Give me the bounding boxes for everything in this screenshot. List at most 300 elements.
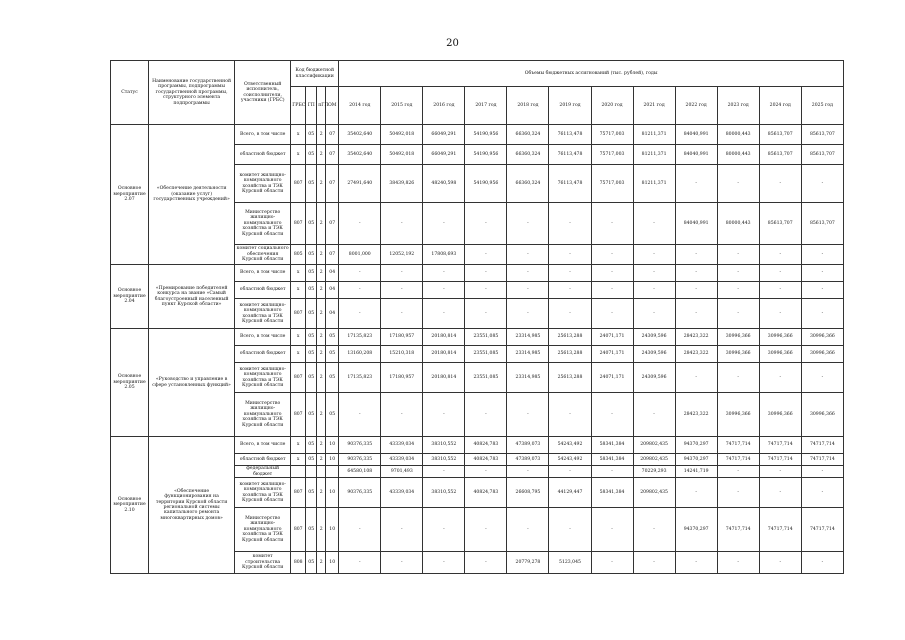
om-cell: 10 — [326, 454, 339, 466]
value-cell: - — [675, 552, 717, 574]
value-cell: - — [675, 282, 717, 299]
value-cell: - — [633, 203, 675, 245]
value-cell: - — [549, 299, 591, 329]
value-cell: 58341,384 — [591, 478, 633, 508]
table-row — [111, 437, 844, 454]
value-cell: - — [633, 508, 675, 552]
value-cell: - — [423, 203, 465, 245]
grbs-cell: 807 — [291, 203, 306, 245]
value-cell: 5123,045 — [549, 552, 591, 574]
value-cell: 8001,000 — [339, 245, 381, 265]
value-cell: 30996,366 — [759, 346, 801, 363]
value-cell: 85613,707 — [759, 125, 801, 145]
pgp-cell: 2 — [317, 329, 326, 346]
value-cell: 85613,707 — [759, 145, 801, 165]
value-cell: - — [717, 363, 759, 393]
value-cell: 76113,478 — [549, 125, 591, 145]
executor-cell: Министерство жилищно-коммунального хозяйства и ТЭК Курской области — [235, 508, 291, 552]
value-cell: 13160,208 — [339, 346, 381, 363]
value-cell: - — [423, 466, 465, 478]
value-cell: - — [381, 508, 423, 552]
value-cell: 47389,073 — [507, 437, 549, 454]
value-cell: 17180,957 — [381, 363, 423, 393]
value-cell: 66360,324 — [507, 125, 549, 145]
grbs-cell: 807 — [291, 393, 306, 437]
value-cell: 90376,335 — [339, 437, 381, 454]
pgp-cell: 2 — [317, 508, 326, 552]
value-cell: 28423,322 — [675, 329, 717, 346]
om-cell: 07 — [326, 145, 339, 165]
value-cell: - — [759, 552, 801, 574]
value-cell: 23314,985 — [507, 363, 549, 393]
om-cell: 05 — [326, 329, 339, 346]
gp-cell: 05 — [306, 165, 317, 203]
value-cell: 20180,814 — [423, 329, 465, 346]
value-cell: - — [591, 466, 633, 478]
value-cell: - — [423, 265, 465, 282]
value-cell: 74717,714 — [801, 454, 843, 466]
value-cell: - — [507, 265, 549, 282]
value-cell: 25613,288 — [549, 363, 591, 393]
value-cell: 25613,288 — [549, 329, 591, 346]
grbs-cell: 808 — [291, 552, 306, 574]
value-cell: 54243,492 — [549, 437, 591, 454]
value-cell: 25613,288 — [549, 346, 591, 363]
pgp-cell: 2 — [317, 478, 326, 508]
pgp-cell: 2 — [317, 145, 326, 165]
value-cell: - — [381, 552, 423, 574]
value-cell: 23551,085 — [465, 346, 507, 363]
value-cell: 47389,073 — [507, 454, 549, 466]
executor-cell: Всего, в том числе — [235, 265, 291, 282]
executor-cell: областной бюджет — [235, 346, 291, 363]
value-cell: 43339,034 — [381, 454, 423, 466]
value-cell: - — [423, 508, 465, 552]
value-cell: 81211,371 — [633, 165, 675, 203]
pgp-cell: 2 — [317, 165, 326, 203]
value-cell: 94370,297 — [675, 454, 717, 466]
value-cell: 17808,693 — [423, 245, 465, 265]
value-cell: - — [717, 478, 759, 508]
gp-cell: 05 — [306, 346, 317, 363]
value-cell: 23314,985 — [507, 346, 549, 363]
grbs-cell — [291, 466, 306, 478]
executor-cell: комитет жилищно-коммунального хозяйства и ТЭК Курской области — [235, 299, 291, 329]
value-cell: 24309,596 — [633, 329, 675, 346]
value-cell: 74717,714 — [717, 437, 759, 454]
gp-cell: 05 — [306, 125, 317, 145]
value-cell: 20180,814 — [423, 363, 465, 393]
value-cell: - — [507, 393, 549, 437]
value-cell: - — [633, 265, 675, 282]
value-cell: 54190,956 — [465, 145, 507, 165]
value-cell: 30996,366 — [717, 393, 759, 437]
value-cell: - — [591, 245, 633, 265]
value-cell: 74717,714 — [717, 454, 759, 466]
value-cell: - — [801, 299, 843, 329]
value-cell: 35402,640 — [339, 125, 381, 145]
value-cell: - — [801, 552, 843, 574]
om-cell: 07 — [326, 245, 339, 265]
om-cell: 07 — [326, 125, 339, 145]
value-cell: - — [633, 299, 675, 329]
value-cell: - — [549, 245, 591, 265]
value-cell: - — [759, 466, 801, 478]
pgp-cell: 2 — [317, 552, 326, 574]
value-cell: 58341,384 — [591, 454, 633, 466]
pgp-cell: 2 — [317, 454, 326, 466]
om-cell: 10 — [326, 478, 339, 508]
value-cell: - — [591, 508, 633, 552]
om-cell: 07 — [326, 165, 339, 203]
value-cell: 54190,956 — [465, 165, 507, 203]
value-cell: - — [423, 299, 465, 329]
year-header: 2021 год — [633, 87, 675, 125]
value-cell: 70229,293 — [633, 466, 675, 478]
value-cell: 20180,814 — [423, 346, 465, 363]
gp-cell: 05 — [306, 393, 317, 437]
value-cell: 30996,366 — [759, 329, 801, 346]
col-status-header: Статус — [111, 61, 149, 125]
value-cell: - — [591, 299, 633, 329]
pgp-cell — [317, 466, 326, 478]
value-cell: 76113,478 — [549, 145, 591, 165]
value-cell: - — [549, 393, 591, 437]
table-row — [111, 329, 844, 346]
executor-cell: федеральный бюджет — [235, 466, 291, 478]
year-header: 2016 год — [423, 87, 465, 125]
budget-table — [110, 60, 844, 574]
value-cell: 17180,957 — [381, 329, 423, 346]
value-cell: 12052,192 — [381, 245, 423, 265]
value-cell: - — [675, 478, 717, 508]
grbs-cell: 807 — [291, 363, 306, 393]
value-cell: 74717,714 — [801, 508, 843, 552]
value-cell: - — [465, 393, 507, 437]
value-cell: - — [801, 466, 843, 478]
grbs-cell: х — [291, 329, 306, 346]
value-cell: - — [759, 245, 801, 265]
grbs-cell: 807 — [291, 165, 306, 203]
value-cell: 23551,085 — [465, 363, 507, 393]
value-cell: 90376,335 — [339, 454, 381, 466]
grbs-cell: 807 — [291, 508, 306, 552]
value-cell: - — [465, 299, 507, 329]
gp-cell: 05 — [306, 437, 317, 454]
col-om-header: ОМ — [326, 87, 339, 125]
grbs-cell: 805 — [291, 245, 306, 265]
value-cell: 58341,384 — [591, 437, 633, 454]
value-cell: - — [675, 245, 717, 265]
value-cell: - — [717, 552, 759, 574]
executor-cell: комитет строительства Курской области — [235, 552, 291, 574]
om-cell: 05 — [326, 393, 339, 437]
value-cell: - — [801, 282, 843, 299]
executor-cell: областной бюджет — [235, 145, 291, 165]
value-cell: 30996,366 — [717, 329, 759, 346]
year-header: 2019 год — [549, 87, 591, 125]
value-cell: 209802,435 — [633, 478, 675, 508]
value-cell: 209802,435 — [633, 437, 675, 454]
bcc-group-header: Код бюджетной классификации — [291, 61, 339, 87]
om-cell: 10 — [326, 437, 339, 454]
gp-cell: 05 — [306, 245, 317, 265]
executor-cell: комитет социального обеспечения Курской области — [235, 245, 291, 265]
value-cell: - — [339, 265, 381, 282]
value-cell: - — [381, 299, 423, 329]
gp-cell: 05 — [306, 552, 317, 574]
gp-cell: 05 — [306, 282, 317, 299]
value-cell: - — [591, 282, 633, 299]
om-cell: 10 — [326, 508, 339, 552]
pgp-cell: 2 — [317, 363, 326, 393]
value-cell: - — [507, 245, 549, 265]
value-cell: 17135,823 — [339, 363, 381, 393]
om-cell: 04 — [326, 265, 339, 282]
status-cell: Основное мероприятие 2.05 — [111, 329, 149, 437]
gp-cell: 05 — [306, 265, 317, 282]
value-cell: 38439,826 — [381, 165, 423, 203]
value-cell: 9701,493 — [381, 466, 423, 478]
executor-cell: комитет жилищно-коммунального хозяйства и ТЭК Курской области — [235, 478, 291, 508]
value-cell: 66049,291 — [423, 145, 465, 165]
program-name-cell: «Обеспечение деятельности (оказание услуг) государственных учреждений» — [149, 125, 235, 265]
value-cell: 38310,552 — [423, 478, 465, 508]
value-cell: - — [675, 363, 717, 393]
value-cell: - — [717, 165, 759, 203]
year-header: 2024 год — [759, 87, 801, 125]
value-cell: 81211,371 — [633, 125, 675, 145]
pgp-cell: 2 — [317, 125, 326, 145]
grbs-cell: 807 — [291, 299, 306, 329]
om-cell: 07 — [326, 203, 339, 245]
value-cell: 85613,707 — [801, 145, 843, 165]
value-cell: 30996,366 — [717, 346, 759, 363]
value-cell: 24309,596 — [633, 346, 675, 363]
executor-cell: Всего, в том числе — [235, 437, 291, 454]
value-cell: 20779,278 — [507, 552, 549, 574]
value-cell: - — [465, 508, 507, 552]
value-cell: - — [717, 245, 759, 265]
value-cell: 43339,034 — [381, 437, 423, 454]
year-header: 2025 год — [801, 87, 843, 125]
value-cell: - — [423, 552, 465, 574]
value-cell: 17135,823 — [339, 329, 381, 346]
value-cell: 24071,171 — [591, 329, 633, 346]
value-cell: 38310,552 — [423, 437, 465, 454]
executor-cell: комитет жилищно-коммунального хозяйства и ТЭК Курской области — [235, 363, 291, 393]
value-cell: 43339,034 — [381, 478, 423, 508]
om-cell: 04 — [326, 299, 339, 329]
value-cell: - — [549, 508, 591, 552]
value-cell: 23314,985 — [507, 329, 549, 346]
value-cell: 85613,707 — [759, 203, 801, 245]
value-cell: 23551,085 — [465, 329, 507, 346]
status-cell: Основное мероприятие 2.10 — [111, 437, 149, 574]
value-cell: - — [591, 265, 633, 282]
value-cell: - — [423, 282, 465, 299]
value-cell: - — [717, 299, 759, 329]
executor-cell: областной бюджет — [235, 282, 291, 299]
value-cell: 84040,991 — [675, 203, 717, 245]
gp-cell — [306, 466, 317, 478]
grbs-cell: х — [291, 346, 306, 363]
value-cell: 75717,003 — [591, 145, 633, 165]
value-cell: - — [801, 265, 843, 282]
value-cell: 74717,714 — [759, 508, 801, 552]
value-cell: 75717,003 — [591, 125, 633, 145]
value-cell: 66360,324 — [507, 145, 549, 165]
value-cell: 85613,707 — [801, 203, 843, 245]
value-cell: - — [339, 299, 381, 329]
value-cell: - — [339, 508, 381, 552]
gp-cell: 05 — [306, 145, 317, 165]
value-cell: - — [549, 265, 591, 282]
value-cell: - — [339, 552, 381, 574]
value-cell: 80000,443 — [717, 145, 759, 165]
value-cell: - — [801, 478, 843, 508]
value-cell: 40824,783 — [465, 454, 507, 466]
gp-cell: 05 — [306, 508, 317, 552]
value-cell: - — [759, 282, 801, 299]
om-cell: 04 — [326, 282, 339, 299]
value-cell: - — [465, 265, 507, 282]
value-cell: 27491,640 — [339, 165, 381, 203]
value-cell: 54243,492 — [549, 454, 591, 466]
value-cell: - — [465, 282, 507, 299]
col-grbs-header: ГРБС — [291, 87, 306, 125]
value-cell: 24309,596 — [633, 363, 675, 393]
executor-cell: Всего, в том числе — [235, 125, 291, 145]
grbs-cell: х — [291, 437, 306, 454]
value-cell: 94370,297 — [675, 437, 717, 454]
value-cell: 76113,478 — [549, 165, 591, 203]
value-cell: - — [591, 393, 633, 437]
year-header: 2022 год — [675, 87, 717, 125]
value-cell: - — [759, 299, 801, 329]
program-name-cell: «Руководство и управление в сфере установленных функций» — [149, 329, 235, 437]
value-cell: 48240,598 — [423, 165, 465, 203]
value-cell: - — [549, 282, 591, 299]
grbs-cell: х — [291, 125, 306, 145]
value-cell: 35402,640 — [339, 145, 381, 165]
grbs-cell: х — [291, 454, 306, 466]
volume-group-header: Объемы бюджетных ассигнований (тыс. рублей), годы — [339, 61, 844, 87]
value-cell: - — [759, 265, 801, 282]
value-cell: 81211,371 — [633, 145, 675, 165]
executor-cell: комитет жилищно-коммунального хозяйства и ТЭК Курской области — [235, 165, 291, 203]
value-cell: 66360,324 — [507, 165, 549, 203]
value-cell: - — [759, 363, 801, 393]
value-cell: 85613,707 — [801, 125, 843, 145]
grbs-cell: х — [291, 145, 306, 165]
value-cell: 30996,366 — [801, 393, 843, 437]
status-cell: Основное мероприятие 2.07 — [111, 125, 149, 265]
value-cell: 15210,318 — [381, 346, 423, 363]
pgp-cell: 2 — [317, 203, 326, 245]
value-cell: 90376,335 — [339, 478, 381, 508]
om-cell: 05 — [326, 363, 339, 393]
value-cell: - — [381, 393, 423, 437]
status-cell: Основное мероприятие 2.04 — [111, 265, 149, 329]
value-cell: 209802,435 — [633, 454, 675, 466]
value-cell: 84040,991 — [675, 145, 717, 165]
value-cell: 24071,171 — [591, 346, 633, 363]
value-cell: - — [507, 508, 549, 552]
value-cell: - — [423, 393, 465, 437]
program-name-cell: «Обеспечение функционирования на территории Курской области региональной системы капитального ремонта многоквартирных домов» — [149, 437, 235, 574]
year-header: 2023 год — [717, 87, 759, 125]
value-cell: 74717,714 — [801, 437, 843, 454]
gp-cell: 05 — [306, 454, 317, 466]
value-cell: 75717,003 — [591, 165, 633, 203]
value-cell: - — [675, 299, 717, 329]
value-cell: - — [801, 165, 843, 203]
value-cell: 50492,018 — [381, 145, 423, 165]
value-cell: - — [675, 265, 717, 282]
value-cell: - — [465, 245, 507, 265]
value-cell: 30996,366 — [759, 393, 801, 437]
pgp-cell: 2 — [317, 282, 326, 299]
value-cell: - — [633, 552, 675, 574]
value-cell: - — [507, 299, 549, 329]
grbs-cell: х — [291, 265, 306, 282]
value-cell: - — [465, 203, 507, 245]
value-cell: - — [381, 265, 423, 282]
value-cell: - — [717, 265, 759, 282]
pgp-cell: 2 — [317, 245, 326, 265]
year-header: 2020 год — [591, 87, 633, 125]
om-cell — [326, 466, 339, 478]
value-cell: 66049,291 — [423, 125, 465, 145]
value-cell: 94370,297 — [675, 508, 717, 552]
value-cell: - — [339, 203, 381, 245]
year-header: 2018 год — [507, 87, 549, 125]
om-cell: 10 — [326, 552, 339, 574]
om-cell: 05 — [326, 346, 339, 363]
value-cell: - — [507, 466, 549, 478]
pgp-cell: 2 — [317, 437, 326, 454]
value-cell: 38310,552 — [423, 454, 465, 466]
pgp-cell: 2 — [317, 299, 326, 329]
col-gp-header: ГП — [306, 87, 317, 125]
gp-cell: 05 — [306, 203, 317, 245]
value-cell: 26608,795 — [507, 478, 549, 508]
value-cell: 40824,783 — [465, 437, 507, 454]
value-cell: 30996,366 — [801, 329, 843, 346]
executor-cell: Всего, в том числе — [235, 329, 291, 346]
value-cell: 80000,443 — [717, 125, 759, 145]
year-header: 2017 год — [465, 87, 507, 125]
value-cell: 28423,322 — [675, 393, 717, 437]
gp-cell: 05 — [306, 363, 317, 393]
header-row-1 — [111, 61, 844, 87]
grbs-cell: 807 — [291, 478, 306, 508]
value-cell: 74717,714 — [717, 508, 759, 552]
value-cell: 50492,018 — [381, 125, 423, 145]
value-cell: - — [591, 203, 633, 245]
value-cell: - — [381, 282, 423, 299]
value-cell: - — [717, 466, 759, 478]
value-cell: 14241,719 — [675, 466, 717, 478]
grbs-cell: х — [291, 282, 306, 299]
page-number: 20 — [446, 38, 459, 49]
value-cell: - — [465, 466, 507, 478]
executor-cell: Министерство жилищно-коммунального хозяйства и ТЭК Курской области — [235, 393, 291, 437]
value-cell: - — [801, 245, 843, 265]
pgp-cell: 2 — [317, 346, 326, 363]
value-cell: - — [591, 552, 633, 574]
